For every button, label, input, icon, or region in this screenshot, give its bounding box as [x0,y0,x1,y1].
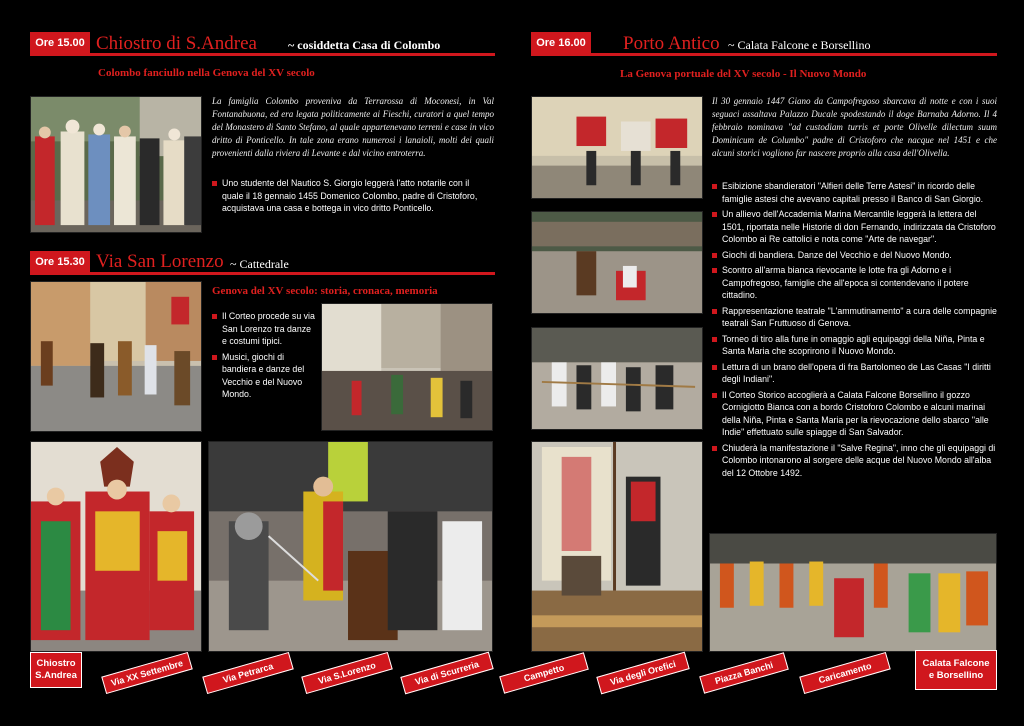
route-stop: Caricamento [799,652,890,694]
route-stop: Via di Scurreria [400,652,493,695]
photo-historic-boat [531,441,703,652]
bullet-item: Il Corteo procede su via San Lorenzo tra danze e costumi tipici. [212,310,316,348]
route-stop: Via Petrarca [202,652,293,694]
bullet-list-porto-antico [712,180,997,482]
section-subtitle-chiostro: ~ cosiddetta Casa di Colombo [288,38,441,52]
bullet-item: Giochi di bandiera. Danze del Vecchio e del Nuovo Mondo. [712,249,997,262]
intro-text-campofregoso: Il 30 gennaio 1447 Giano da Campofregoso sbarcava di notte e con i suoi seguaci assaltava Palazzo Ducale spodestando il doge Barnaba Adorno. Il 4 febbraio nominava "ad custodiam turris et porte Olivelle dilectum suum Dominicum de Columbo" padre di Cristoforo che nacque nel 1451 e che alcuni storici vogliono far nascere proprio alla casa dell'Olivella. [712,96,997,158]
bullet-item: Uno studente del Nautico S. Giorgio leggerà l'atto notarile con il quale il 18 gennaio 1455 Domenico Colombo, padre di Cristoforo, acquistava una casa e bottega in vico dritto Ponticello. [212,177,484,215]
section-subhead-chiostro: Colombo fanciullo nella Genova del XV secolo [98,67,315,79]
bullet-item: Un allievo dell'Accademia Marina Mercantile leggerà la lettera del 1501, riportata nelle Historie di don Fernando, indirizzata da Cristoforo Colombo ai Re cattolici e nota come "Arte de navegar". [712,208,997,246]
route-end: Calata Falcone e Borsellino [915,650,997,690]
route-stop: Via S.Lorenzo [301,652,392,694]
photo-tug-of-war [531,327,703,430]
photo-sword-fight [208,441,493,652]
photo-flag-wavers [531,96,703,199]
section-title-chiostro: Chiostro di S.Andrea [96,33,257,54]
intro-text-colombo-family: La famiglia Colombo proveniva da Terrarossa di Moconesi, in Val Fontanabuona, ed era legata politicamente ai Fieschi, curatori a quel tempo del Monastero di Santo Stefano, al quale appartenevano terreni e case in vico dritto di Ponticello. In tale zona erano numerosi i lanaioli, molti dei quali provenienti dalla riviera di Levante e dal vicino entroterra. [212,96,494,158]
bullet-item: Lettura di un brano dell'opera di fra Bartolomeo de Las Casas "I diritti degli Indiani". [712,361,997,386]
time-badge-1500: Ore 15.00 [30,32,90,54]
photo-arena-dance [531,211,703,314]
bullet-item: Il Corteo Storico accoglierà a Calata Falcone Borsellino il gozzo Cornigiotto Bianca con a bordo Cristoforo Colombo e alcuni marinai della Niña, Pinta e Santa Maria per la rievocazione dello sbarco "alle Indie" effettuato sulle spiagge di San Salvador. [712,389,997,439]
time-badge-1530: Ore 15.30 [30,251,90,273]
section-rule [531,53,997,56]
route-start: Chiostro S.Andrea [30,652,82,688]
photo-medieval-women [30,96,202,233]
bullet-list-san-lorenzo [212,310,316,404]
photo-crowd-square [321,303,493,431]
section-subtitle-porto-antico: ~ Calata Falcone e Borsellino [728,38,871,52]
bullet-item: Esibizione sbandieratori "Alfieri delle Terre Astesi" in ricordo delle famiglie astesi che avevano capitali presso il Banco di San Giorgio. [712,180,997,205]
bullet-item: Scontro all'arma bianca rievocante le lotte fra gli Adorno e i Campofregoso, famiglie che all'epoca si contendevano il potere cittadino. [712,264,997,302]
bullet-item: Chiuderà la manifestazione il "Salve Regina", inno che gli equipaggi di Colombo intonarono al sorgere delle acque del Nuovo Mondo all'alba del 12 Ottobre 1492. [712,442,997,480]
photo-street-parade [30,281,202,432]
time-badge-1600: Ore 16.00 [531,32,591,54]
bullet-item: Rappresentazione teatrale "L'ammutinamento" a cura delle compagnie teatrali San Fruttuoso di Genova. [712,305,997,330]
route-stop: Via degli Orefici [596,652,689,695]
route-stop: Via XX Settembre [101,652,192,694]
route-stop: Piazza Banchi [699,652,789,694]
photo-new-world-dancers [709,533,997,652]
bullet-item: Torneo di tiro alla fune in omaggio agli equipaggi della Niña, Pinta e Santa Maria che scoprirono il Nuovo Mondo. [712,333,997,358]
bullet-list-chiostro [212,177,484,218]
route-stop: Campetto [499,652,589,694]
section-title-porto-antico: Porto Antico [623,33,720,54]
section-subhead-san-lorenzo: Genova del XV secolo: storia, cronaca, memoria [212,285,438,297]
section-title-san-lorenzo: Via San Lorenzo [96,251,224,272]
section-subhead-porto-antico: La Genova portuale del XV secolo - Il Nuovo Mondo [620,68,867,80]
photo-costumed-dancers [30,441,202,652]
bullet-item: Musici, giochi di bandiera e danze del Vecchio e del Nuovo Mondo. [212,351,316,401]
section-subtitle-san-lorenzo: ~ Cattedrale [230,257,289,271]
